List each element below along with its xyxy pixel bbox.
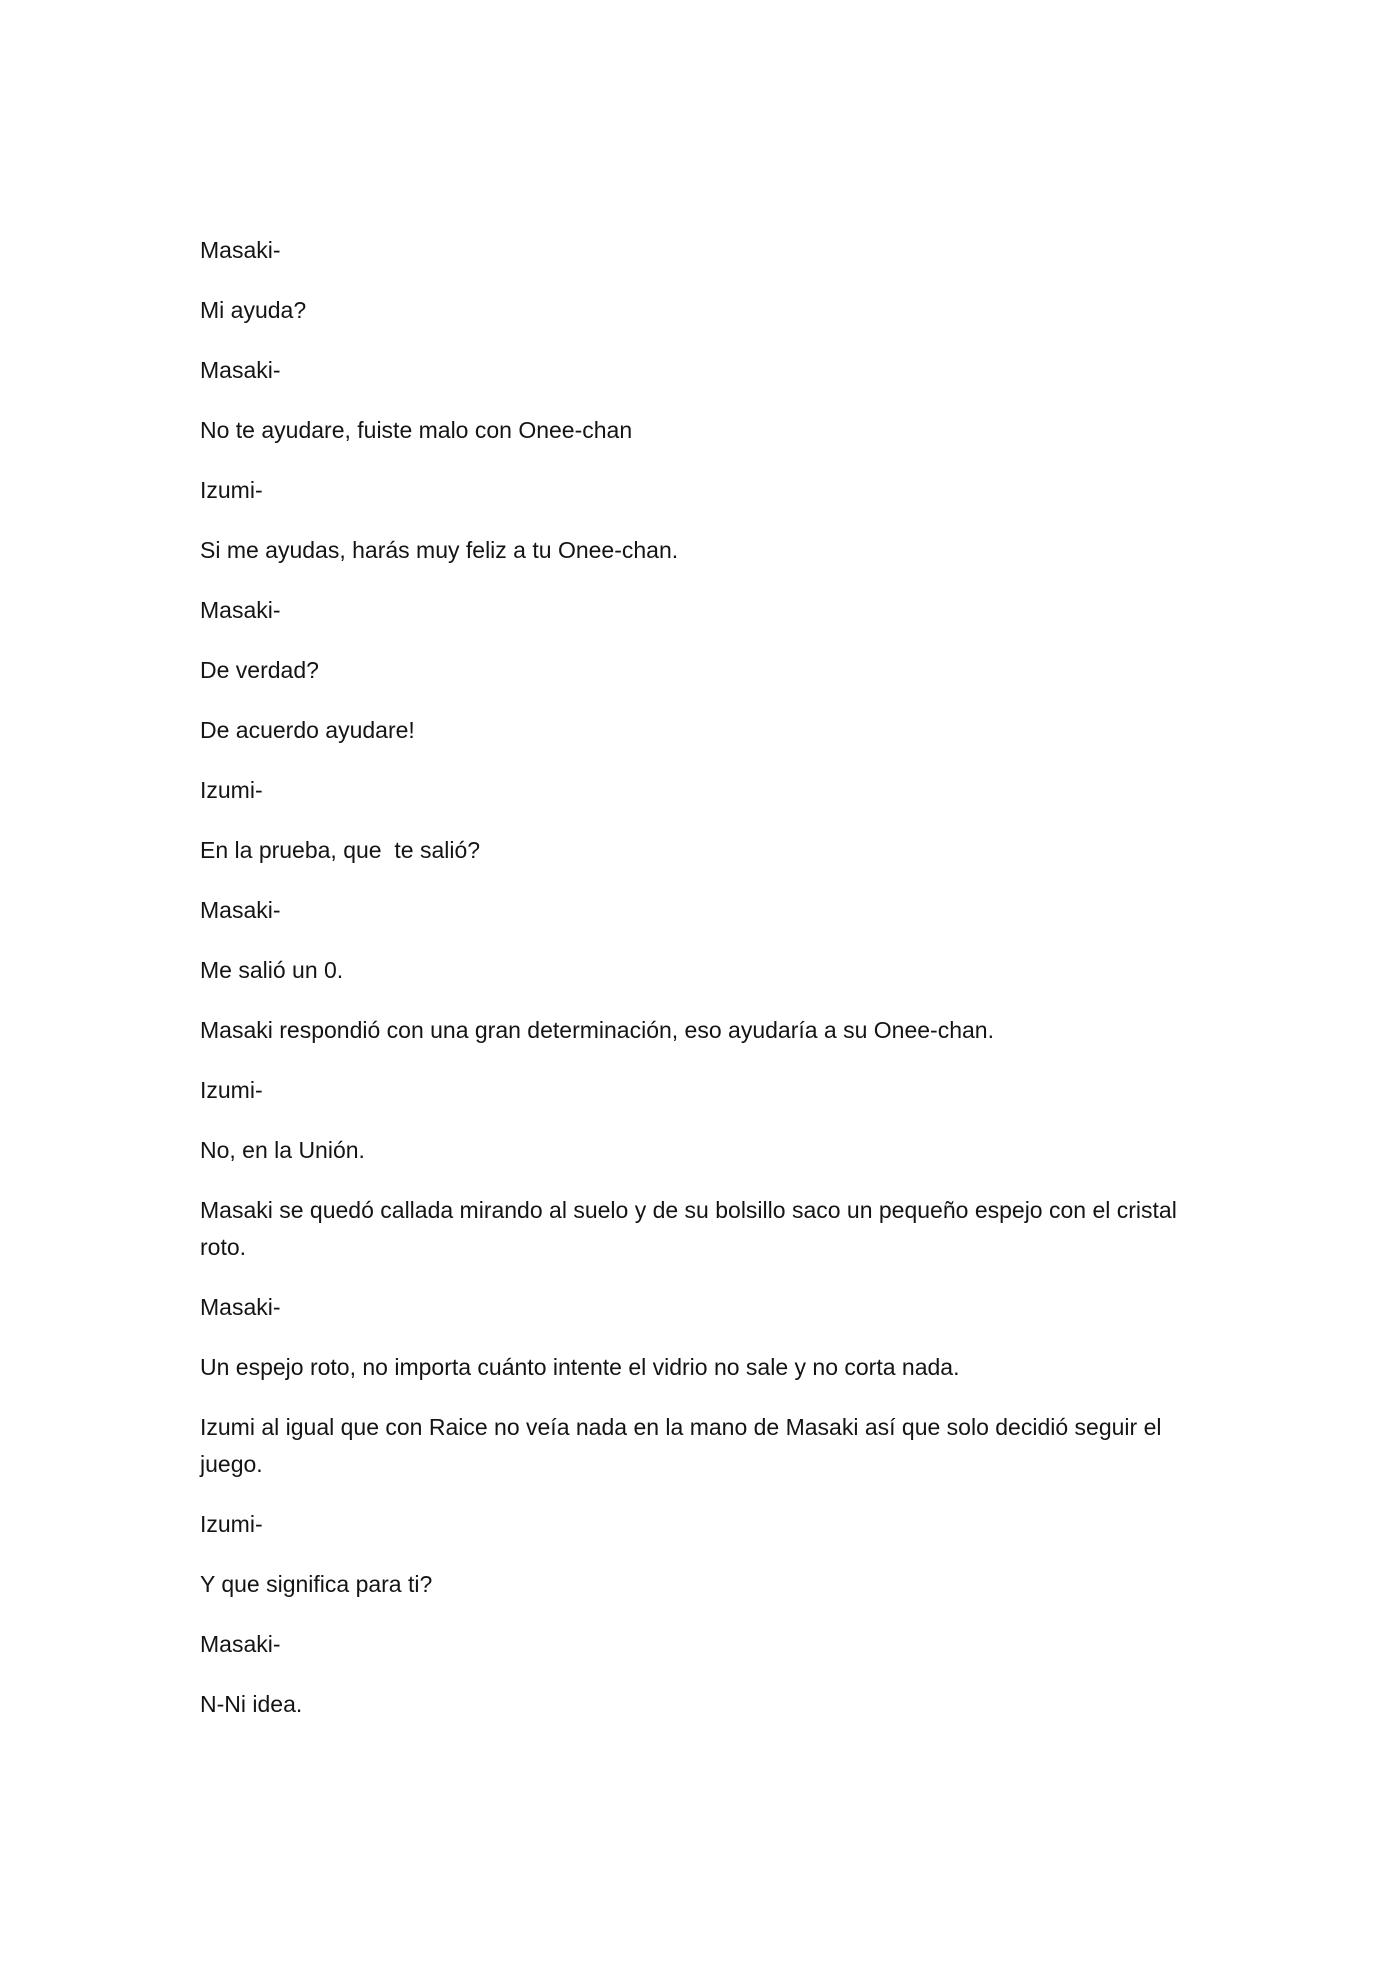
paragraph-speaker: Izumi- bbox=[200, 1511, 263, 1537]
paragraph-narration: Masaki se quedó callada mirando al suelo y de su bolsillo saco un pequeño espejo con el cristal roto. bbox=[200, 1197, 1177, 1260]
paragraph-dialogue: N-Ni idea. bbox=[200, 1691, 303, 1717]
paragraph-dialogue: No te ayudare, fuiste malo con Onee-chan bbox=[200, 417, 633, 443]
document-body bbox=[200, 232, 1210, 1746]
paragraph-dialogue: Y que significa para ti? bbox=[200, 1571, 433, 1597]
paragraph-dialogue: Un espejo roto, no importa cuánto intente el vidrio no sale y no corta nada. bbox=[200, 1354, 960, 1380]
paragraph-speaker: Izumi- bbox=[200, 477, 263, 503]
paragraph-speaker: Izumi- bbox=[200, 777, 263, 803]
paragraph-narration: Izumi al igual que con Raice no veía nada en la mano de Masaki así que solo decidió seguir el juego. bbox=[200, 1414, 1162, 1477]
paragraph-dialogue: No, en la Unión. bbox=[200, 1137, 365, 1163]
paragraph-dialogue: En la prueba, que te salió? bbox=[200, 837, 481, 863]
paragraph-dialogue: De acuerdo ayudare! bbox=[200, 717, 415, 743]
paragraph-speaker: Masaki- bbox=[200, 597, 281, 623]
paragraph-narration: Masaki respondió con una gran determinación, eso ayudaría a su Onee-chan. bbox=[200, 1017, 994, 1043]
paragraph-speaker: Masaki- bbox=[200, 1631, 281, 1657]
paragraph-dialogue: Mi ayuda? bbox=[200, 297, 307, 323]
paragraph-speaker: Izumi- bbox=[200, 1077, 263, 1103]
paragraph-speaker: Masaki- bbox=[200, 357, 281, 383]
paragraph-speaker: Masaki- bbox=[200, 897, 281, 923]
paragraph-dialogue: Me salió un 0. bbox=[200, 957, 344, 983]
paragraph-speaker: Masaki- bbox=[200, 237, 281, 263]
paragraph-dialogue: De verdad? bbox=[200, 657, 319, 683]
paragraph-speaker: Masaki- bbox=[200, 1294, 281, 1320]
paragraph-dialogue: Si me ayudas, harás muy feliz a tu Onee-chan. bbox=[200, 537, 679, 563]
